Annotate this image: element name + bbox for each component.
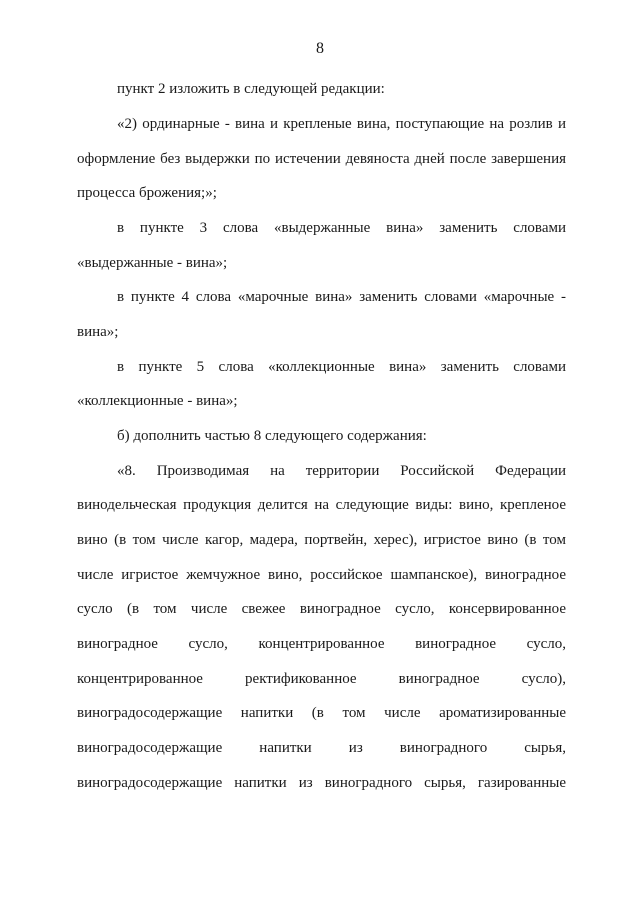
text-line: сусло (в том числе свежее виноградное сусло, консервированное	[77, 601, 566, 617]
text-line: в пункте 4 слова «марочные вина» заменить словами «марочные -	[117, 289, 566, 305]
text-line: в пункте 5 слова «коллекционные вина» заменить словами	[117, 359, 566, 375]
text-line: процесса брожения;»;	[77, 185, 217, 201]
text-line: виноградосодержащие напитки из виноградного сырья, газированные	[77, 775, 566, 791]
text-line: виноградное сусло, концентрированное виноградное сусло,	[77, 636, 566, 652]
text-line: вино (в том числе кагор, мадера, портвейн, херес), игристое вино (в том	[77, 532, 566, 548]
text-line: числе игристое жемчужное вино, российское шампанское), виноградное	[77, 567, 566, 583]
text-line: «выдержанные - вина»;	[77, 255, 228, 271]
text-line: виноградосодержащие напитки (в том числе ароматизированные	[77, 705, 566, 721]
text-line: оформление без выдержки по истечении девяноста дней после завершения	[77, 151, 566, 167]
text-line: пункт 2 изложить в следующей редакции:	[117, 81, 385, 97]
text-line: «8. Производимая на территории Российской Федерации	[117, 463, 566, 479]
text-line: б) дополнить частью 8 следующего содержания:	[117, 428, 427, 444]
text-line: виноградосодержащие напитки из виноградного сырья,	[77, 740, 566, 756]
text-line: «коллекционные - вина»;	[77, 393, 238, 409]
text-line: концентрированное ректификованное виноградное сусло),	[77, 671, 566, 687]
text-line: в пункте 3 слова «выдержанные вина» заменить словами	[117, 220, 566, 236]
text-line: вина»;	[77, 324, 119, 340]
text-line: «2) ординарные - вина и крепленые вина, поступающие на розлив и	[117, 116, 566, 132]
text-line: винодельческая продукция делится на следующие виды: вино, крепленое	[77, 497, 566, 513]
page-number: 8	[316, 40, 324, 57]
